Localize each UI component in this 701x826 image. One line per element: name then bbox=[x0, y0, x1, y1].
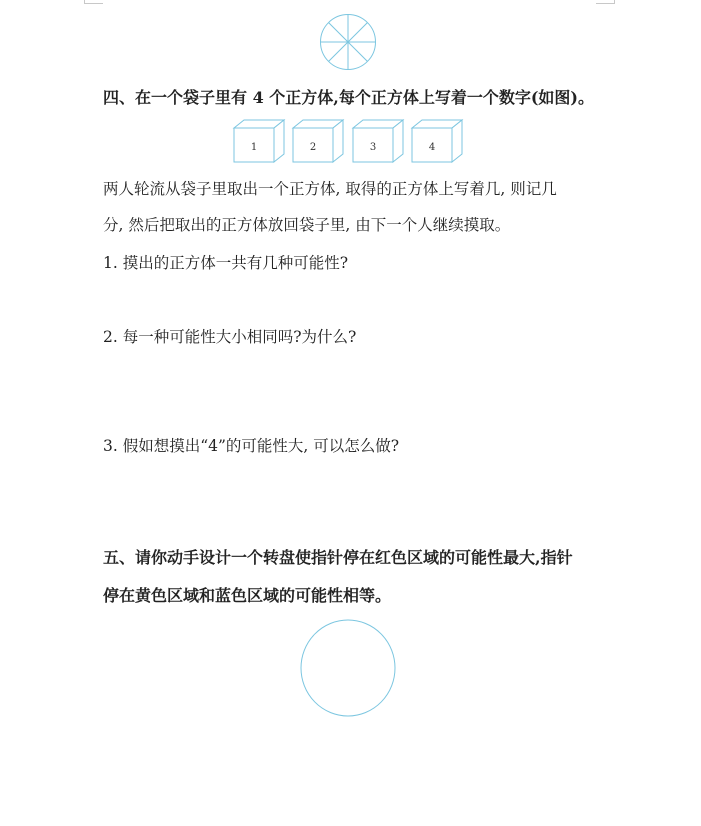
section5-heading-line2: 停在黄色区域和蓝色区域的可能性相等。 bbox=[103, 586, 392, 605]
section4-heading: 四、在一个袋子里有 4 个正方体,每个正方体上写着一个数字(如图)。 bbox=[103, 88, 594, 107]
page-corner-mark-right bbox=[596, 0, 615, 4]
rule-text-line1: 两人轮流从袋子里取出一个正方体, 取得的正方体上写着几, 则记几 bbox=[103, 180, 557, 198]
cube-label: 1 bbox=[250, 142, 258, 153]
section5-heading-line1: 五、请你动手设计一个转盘使指针停在红色区域的可能性最大,指针 bbox=[103, 548, 573, 567]
cube-1 bbox=[234, 120, 284, 162]
cube-3 bbox=[353, 120, 403, 162]
question-3: 3. 假如想摸出“4”的可能性大, 可以怎么做? bbox=[103, 437, 400, 455]
question-2: 2. 每一种可能性大小相同吗?为什么? bbox=[103, 328, 357, 346]
cube-2 bbox=[293, 120, 343, 162]
spinner-eight-sectors bbox=[318, 12, 378, 72]
rule-text-line2: 分, 然后把取出的正方体放回袋子里, 由下一个人继续摸取。 bbox=[103, 216, 511, 234]
question-1: 1. 摸出的正方体一共有几种可能性? bbox=[103, 254, 349, 272]
cube-4 bbox=[412, 120, 462, 162]
blank-spinner-circle bbox=[299, 618, 397, 718]
cube-label: 3 bbox=[369, 142, 377, 153]
cube-label: 2 bbox=[309, 142, 317, 153]
cube-label: 4 bbox=[428, 142, 436, 153]
page-corner-mark-left bbox=[84, 0, 103, 4]
cube-row bbox=[230, 118, 466, 166]
